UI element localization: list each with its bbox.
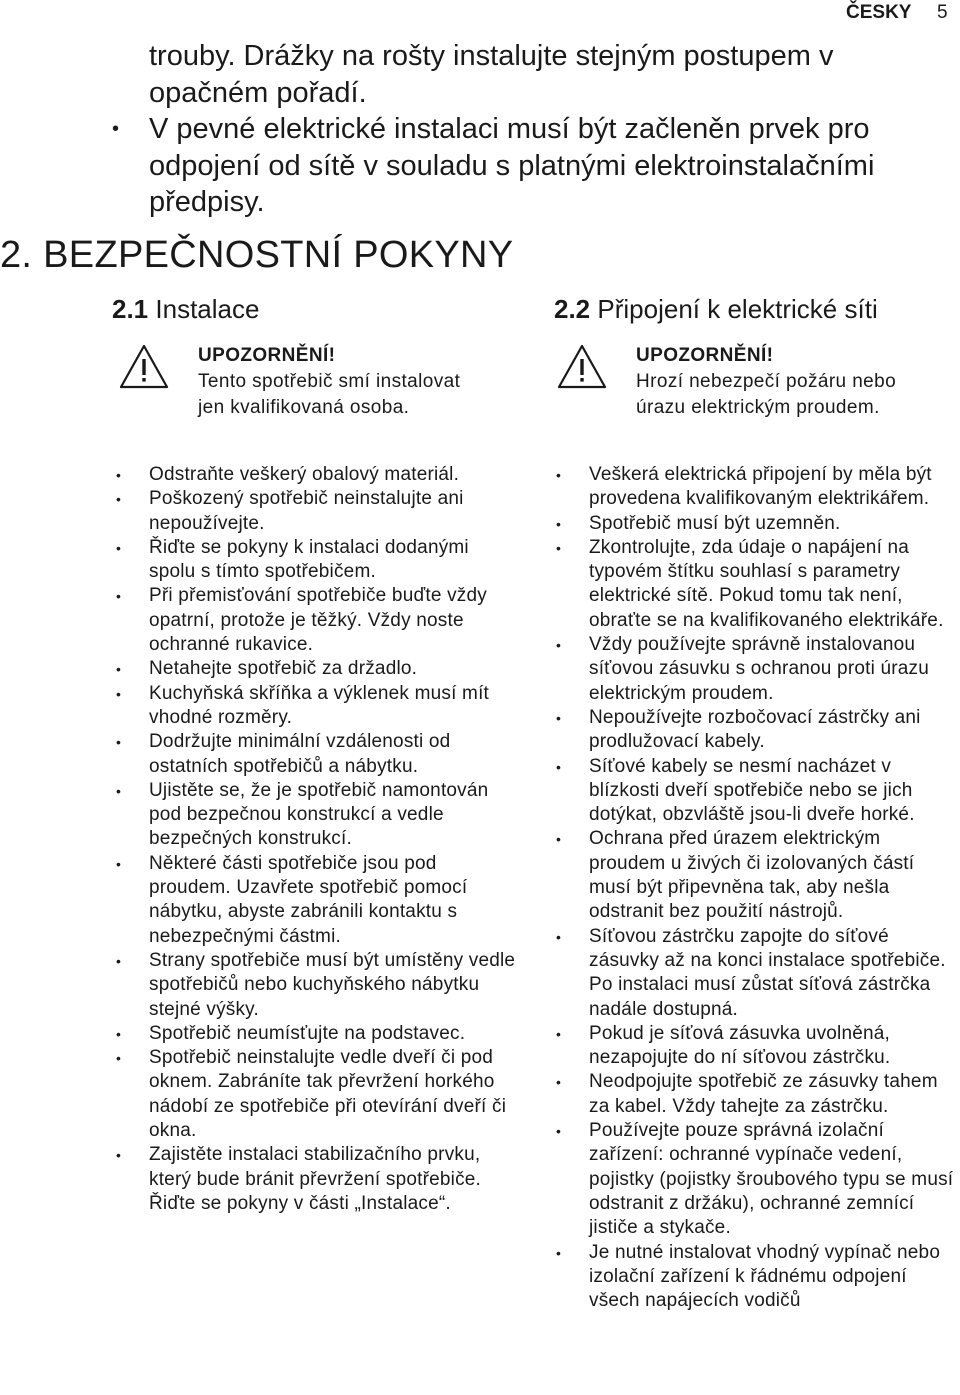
list-item: • Zkontrolujte, zda údaje o napájení na typovém štítku souhlasí s parametry elektrické sítě. Pokud tomu tak není, obraťte se na kvalifikovaného elektrikáře. (556, 536, 958, 633)
list-item: • Některé části spotřebiče jsou pod proudem. Uzavřete spotřebič pomocí nábytku, abyste zabránili kontaktu s nebezpečnými částmi. (116, 852, 516, 949)
list-item: • Kuchyňská skříňka a výklenek musí mít vhodné rozměry. (116, 682, 516, 731)
warning-triangle-icon (556, 343, 608, 391)
list-item: • Síťové kabely se nesmí nacházet v blízkosti dveří spotřebiče nebo se jich dotýkat, obzvláště jsou-li dveře horké. (556, 755, 958, 828)
list-item: • Řiďte se pokyny k instalaci dodanými spolu s tímto spotřebičem. (116, 536, 516, 585)
subsection-title-installation (112, 294, 259, 325)
list-item: • Při přemisťování spotřebiče buďte vždy opatrní, protože je těžký. Vždy noste ochranné rukavice. (116, 584, 516, 657)
subsection-label: Instalace (155, 294, 260, 324)
list-item: • Spotřebič musí být uzemněn. (556, 512, 958, 536)
page-number: 5 (937, 2, 948, 23)
intro-continuation: trouby. Drážky na rošty instalujte stejným postupem v opačném pořadí. (149, 40, 834, 109)
list-item: • Netahejte spotřebič za držadlo. (116, 657, 516, 681)
warning-text-block (636, 343, 901, 421)
list-item: • Strany spotřebiče musí být umístěny vedle spotřebičů nebo kuchyňského nábytku stejné výšky. (116, 949, 516, 1022)
warning-triangle-icon (118, 343, 170, 391)
list-item: • Vždy používejte správně instalovanou síťovou zásuvku s ochranou proti úrazu elektrickým proudem. (556, 633, 958, 706)
list-item: • Zajistěte instalaci stabilizačního prvku, který bude bránit převržení spotřebiče. Řiďte se pokyny v části „Instalace“. (116, 1143, 516, 1216)
list-item: • Ochrana před úrazem elektrickým proudem u živých či izolovaných částí musí být připevněna tak, aby nešla odstranit bez použití nástrojů. (556, 827, 958, 924)
language-label: ČESKY (846, 2, 912, 23)
warning-message: Hrozí nebezpečí požáru nebo úrazu elektrickým proudem. (636, 371, 897, 418)
intro-text (112, 38, 952, 221)
list-item: • Spotřebič neumísťujte na podstavec. (116, 1022, 516, 1046)
list-item: • Neodpojujte spotřebič ze zásuvky tahem za kabel. Vždy tahejte za zástrčku. (556, 1070, 958, 1119)
subsection-number: 2.2 (554, 294, 591, 324)
warning-message: Tento spotřebič smí instalovat jen kvalifikovaná osoba. (198, 371, 461, 418)
list-item: • Nepoužívejte rozbočovací zástrčky ani prodlužovací kabely. (556, 706, 958, 755)
list-item: • Veškerá elektrická připojení by měla být provedena kvalifikovaným elektrikářem. (556, 463, 958, 512)
list-item: • Dodržujte minimální vzdálenosti od ostatních spotřebičů a nábytku. (116, 730, 516, 779)
list-item: • Je nutné instalovat vhodný vypínač nebo izolační zařízení k řádnému odpojení všech napájecích vodičů (556, 1241, 958, 1314)
intro-bullet: • V pevné elektrické instalaci musí být začleněn prvek pro odpojení od sítě v souladu s platnými elektroinstalačními předpisy. (112, 111, 952, 221)
list-item: • Ujistěte se, že je spotřebič namontován pod bezpečnou konstrukcí a vedle bezpečných konstrukcí. (116, 779, 516, 852)
subsection-title-electrical (554, 294, 878, 325)
warning-heading: UPOZORNĚNÍ! (636, 345, 774, 366)
list-item: • Používejte pouze správná izolační zařízení: ochranné vypínače vedení, pojistky (pojistky šroubového typu se musí odstranit z držáku), ochranné zemnící jističe a stykače. (556, 1119, 958, 1240)
warning-text-block (198, 343, 488, 421)
warning-heading: UPOZORNĚNÍ! (198, 345, 336, 366)
list-item: • Odstraňte veškerý obalový materiál. (116, 463, 516, 487)
list-item: • Síťovou zástrčku zapojte do síťové zásuvky až na konci instalace spotřebiče. Po instalaci musí zůstat síťová zástrčka nadále dostupná. (556, 925, 958, 1022)
list-item: • Pokud je síťová zásuvka uvolněná, nezapojujte do ní síťovou zástrčku. (556, 1022, 958, 1071)
section-title: 2. BEZPEČNOSTNÍ POKYNY (0, 234, 514, 276)
electrical-safety-list (556, 463, 958, 1313)
list-item: • Poškozený spotřebič neinstalujte ani nepoužívejte. (116, 487, 516, 536)
subsection-label: Připojení k elektrické síti (597, 294, 878, 324)
subsection-number: 2.1 (112, 294, 149, 324)
list-item: • Spotřebič neinstalujte vedle dveří či pod oknem. Zabráníte tak převržení horkého nádobí ze spotřebiče při otevírání dveří či okna. (116, 1046, 516, 1143)
installation-safety-list (116, 463, 516, 1216)
